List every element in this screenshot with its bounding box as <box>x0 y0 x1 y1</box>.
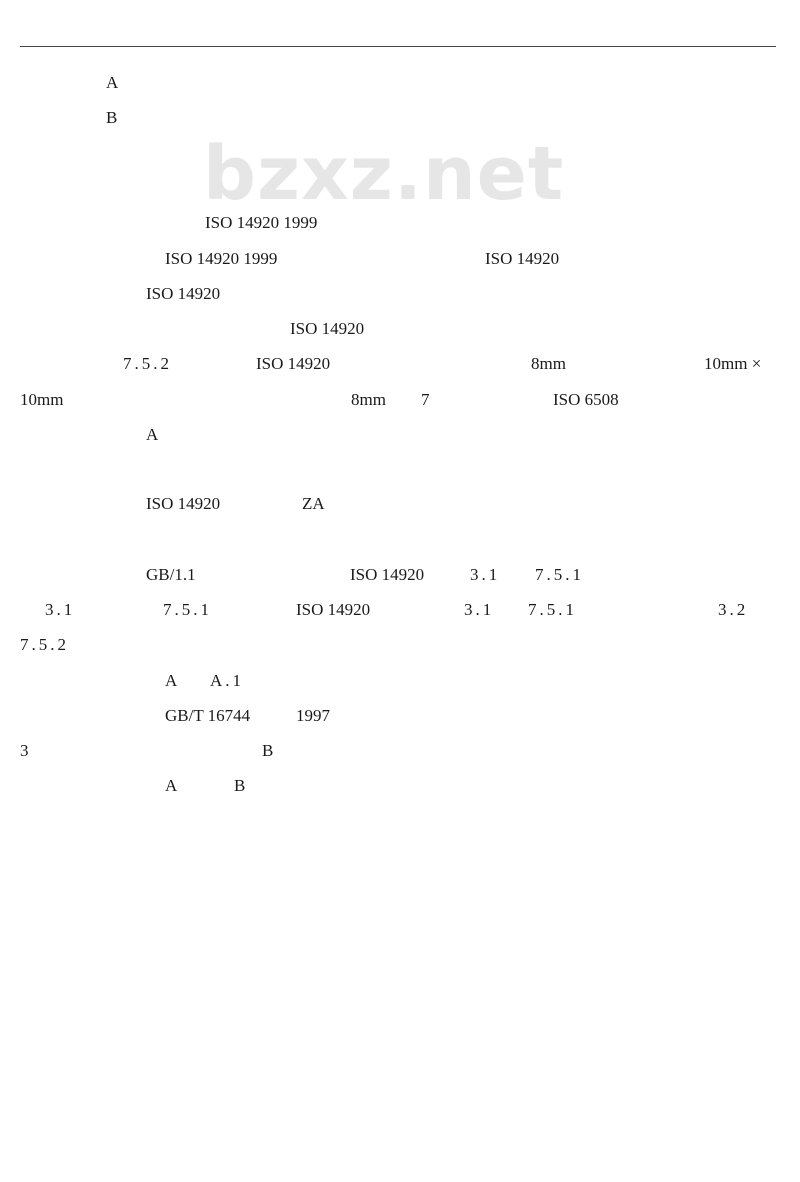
annex-ref: A <box>165 671 178 690</box>
annex-b-label: B <box>106 108 118 127</box>
clause-number: 3.1 <box>464 600 495 619</box>
std-ref: ISO 6508 <box>553 390 619 409</box>
clause-number: A.1 <box>210 671 245 690</box>
std-ref: ISO 14920 <box>256 354 331 373</box>
std-ref: ISO 14920 <box>485 249 560 268</box>
dimension-value: 8mm <box>531 354 566 373</box>
dimension-value: 10mm × <box>704 354 762 373</box>
clause-number: 7.5.1 <box>163 600 212 619</box>
annex-a-label: A <box>106 73 119 92</box>
watermark: bzxz.net <box>203 131 565 217</box>
std-ref: GB/T 16744 <box>165 706 251 725</box>
number-text: 3 <box>20 741 29 760</box>
clause-number: 3.1 <box>45 600 76 619</box>
dimension-value: 8mm <box>351 390 386 409</box>
number-text: 7 <box>421 390 430 409</box>
std-ref: ISO 14920 1999 <box>165 249 278 268</box>
std-ref: ISO 14920 <box>146 494 221 513</box>
clause-number: 7.5.1 <box>535 565 584 584</box>
annex-ref: A <box>165 776 178 795</box>
clause-number: 7.5.2 <box>20 635 69 654</box>
clause-number: 3.2 <box>718 600 749 619</box>
std-ref: ISO 14920 1999 <box>205 213 318 232</box>
clause-number: 3.1 <box>470 565 501 584</box>
std-ref: ISO 14920 <box>350 565 425 584</box>
clause-number: 7.5.1 <box>528 600 577 619</box>
dimension-value: 10mm <box>20 390 64 409</box>
std-ref: GB/1.1 <box>146 565 196 584</box>
std-ref: ISO 14920 <box>296 600 371 619</box>
annex-ref: A <box>146 425 159 444</box>
clause-number: 7.5.2 <box>123 354 172 373</box>
number-text: 1997 <box>296 706 330 725</box>
annex-ref: B <box>262 741 274 760</box>
std-ref: ISO 14920 <box>146 284 221 303</box>
annex-ref: B <box>234 776 246 795</box>
annex-ref: ZA <box>302 494 325 513</box>
header-rule <box>20 46 776 47</box>
std-ref: ISO 14920 <box>290 319 365 338</box>
